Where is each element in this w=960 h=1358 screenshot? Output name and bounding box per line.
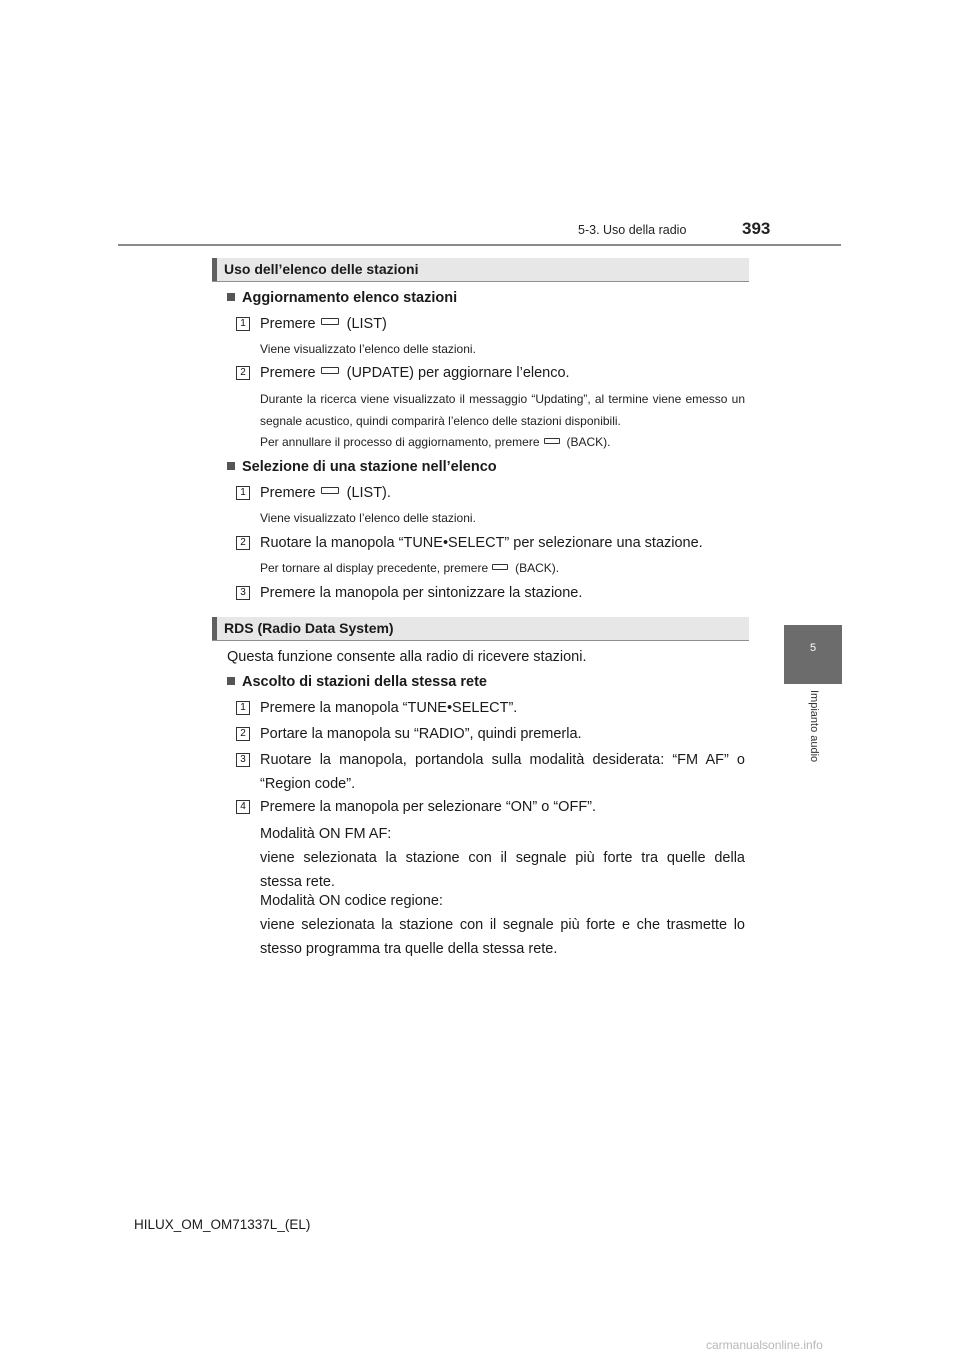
- chapter-title: Impianto audio: [808, 690, 820, 763]
- document-code: HILUX_OM_OM71337L_(EL): [134, 1217, 311, 1232]
- step-text: Premere (UPDATE) per aggiornare l’elenco.: [260, 365, 570, 381]
- subheading-same-network: Ascolto di stazioni della stessa rete: [227, 674, 487, 690]
- section-title: Uso dell’elenco delle stazioni: [224, 261, 419, 277]
- mode-description-fm-af: Modalità ON FM AF: viene selezionata la stazione con il segnale più forte tra quelle della stessa rete.: [260, 826, 745, 890]
- step-note: Per tornare al display precedente, premere (BACK).: [260, 561, 560, 575]
- step-number: 1: [236, 486, 250, 500]
- button-icon: [321, 367, 339, 374]
- button-icon: [544, 438, 560, 444]
- step-text: Ruotare la manopola, portandola sulla modalità desiderata: “FM AF” o “Region code”.: [260, 752, 745, 792]
- page-number: 393: [742, 219, 771, 238]
- section-header-station-list: [212, 258, 749, 282]
- square-bullet-icon: [227, 293, 235, 301]
- section-label: 5-3. Uso della radio: [578, 223, 687, 237]
- header-rule: [118, 244, 841, 246]
- step-text: Premere la manopola per sintonizzare la stazione.: [260, 585, 583, 601]
- square-bullet-icon: [227, 462, 235, 470]
- step-note: Viene visualizzato l’elenco delle stazioni.: [260, 342, 476, 356]
- step-text: Premere (LIST).: [260, 485, 391, 501]
- step-number: 1: [236, 317, 250, 331]
- step-text: Premere (LIST): [260, 316, 387, 332]
- step-number: 3: [236, 586, 250, 600]
- intro-paragraph: Questa funzione consente alla radio di ricevere stazioni.: [227, 649, 587, 665]
- step-number: 2: [236, 727, 250, 741]
- step-text: Ruotare la manopola “TUNE•SELECT” per selezionare una stazione.: [260, 535, 703, 551]
- chapter-tab: [784, 625, 842, 684]
- subheading-update: Aggiornamento elenco stazioni: [227, 290, 457, 306]
- step-number: 2: [236, 366, 250, 380]
- step-number: 1: [236, 701, 250, 715]
- step-text: Premere la manopola “TUNE•SELECT”.: [260, 700, 518, 716]
- mode-description-region: Modalità ON codice regione: viene selezionata la stazione con il segnale più forte e che trasmette lo stesso programma tra quelle della stessa rete.: [260, 893, 745, 957]
- button-icon: [321, 318, 339, 325]
- step-number: 3: [236, 753, 250, 767]
- step-note: Per annullare il processo di aggiornamento, premere (BACK).: [260, 435, 611, 449]
- step-note: Viene visualizzato l’elenco delle stazioni.: [260, 511, 476, 525]
- step-note: Durante la ricerca viene visualizzato il messaggio “Updating”, al termine viene emesso un segnale acustico, quindi comparirà l’elenco delle stazioni disponibili.: [260, 392, 745, 428]
- step-text: Premere la manopola per selezionare “ON” o “OFF”.: [260, 799, 597, 815]
- square-bullet-icon: [227, 677, 235, 685]
- step-text: Portare la manopola su “RADIO”, quindi premerla.: [260, 726, 582, 742]
- section-header-rds: [212, 617, 749, 641]
- step-number: 2: [236, 536, 250, 550]
- watermark: carmanualsonline.info: [706, 1338, 823, 1352]
- subheading-select: Selezione di una stazione nell’elenco: [227, 459, 497, 475]
- section-title: RDS (Radio Data System): [224, 620, 394, 636]
- step-number: 4: [236, 800, 250, 814]
- chapter-number: 5: [809, 642, 817, 654]
- button-icon: [492, 564, 508, 570]
- button-icon: [321, 487, 339, 494]
